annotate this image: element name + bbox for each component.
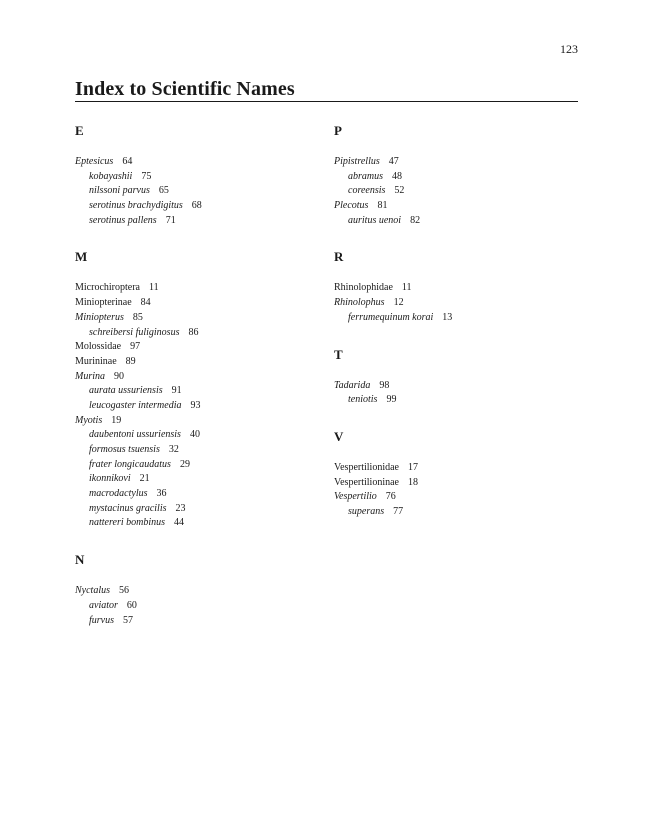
index-subentry <box>75 184 325 199</box>
index-entry <box>334 490 584 505</box>
entry-page: 91 <box>171 385 182 397</box>
index-subentry <box>75 326 325 341</box>
index-entry <box>334 296 584 311</box>
entry-page: 13 <box>442 311 453 323</box>
entry-name: Eptesicus <box>75 156 114 167</box>
index-section-p <box>334 124 584 228</box>
section-letter: N <box>75 552 85 568</box>
index-subentry <box>75 614 325 629</box>
index-subentry <box>75 472 325 487</box>
index-column-left <box>75 124 325 650</box>
entry-page: 47 <box>388 156 399 167</box>
index-subentry <box>334 505 584 520</box>
entry-page: 48 <box>392 170 403 182</box>
index-subentry <box>75 199 325 214</box>
entry-page: 32 <box>168 444 179 455</box>
entry-page: 90 <box>114 370 124 382</box>
entry-page: 77 <box>393 505 404 517</box>
index-entry <box>75 281 325 296</box>
entry-page: 60 <box>126 599 137 611</box>
entry-name: Microchiroptera <box>75 282 140 294</box>
index-subentry <box>75 516 325 531</box>
index-entry <box>75 414 325 429</box>
entry-page: 64 <box>122 156 133 167</box>
entry-name: serotinus brachydigitus <box>89 200 183 212</box>
index-entry <box>75 355 325 370</box>
entry-name: leucogaster intermedia <box>89 399 182 411</box>
entry-page: 29 <box>179 458 190 470</box>
index-subentry <box>75 214 325 229</box>
index-entry <box>334 199 584 214</box>
entry-page: 93 <box>190 399 201 411</box>
entry-page: 75 <box>141 170 152 182</box>
index-subentry <box>75 502 325 517</box>
index-entry <box>334 155 584 170</box>
entry-page: 98 <box>379 379 390 391</box>
entry-page: 19 <box>111 414 122 426</box>
entry-name: Molossidae <box>75 341 122 353</box>
index-section-m <box>75 250 325 531</box>
section-letter: E <box>75 123 84 138</box>
index-subentry <box>75 399 325 414</box>
entry-name: Murininae <box>75 355 117 367</box>
index-subentry <box>75 170 325 185</box>
entry-page: 71 <box>165 214 176 226</box>
index-subentry <box>334 170 584 185</box>
index-entry <box>75 311 325 326</box>
index-entry <box>334 461 584 476</box>
entry-name: formosus tsuensis <box>89 444 160 455</box>
entry-name: Myotis <box>75 414 103 426</box>
entry-name: abramus <box>348 170 384 182</box>
entry-page: 89 <box>125 355 136 367</box>
index-subentry <box>75 443 325 458</box>
entry-name: serotinus pallens <box>89 214 157 226</box>
entry-page: 68 <box>191 200 202 212</box>
index-entry <box>334 476 584 491</box>
entry-page: 81 <box>377 200 388 212</box>
entry-name: teniotis <box>348 394 378 406</box>
entry-name: aviator <box>89 599 118 611</box>
entry-name: kobayashii <box>89 170 133 182</box>
entry-name: Nyctalus <box>75 585 110 597</box>
entry-page: 12 <box>393 297 404 309</box>
index-entry <box>75 370 325 385</box>
index-subentry <box>75 458 325 473</box>
index-column-right <box>334 124 584 542</box>
entry-page: 99 <box>386 394 397 406</box>
entry-page: 17 <box>407 461 418 473</box>
entry-page: 11 <box>148 282 159 294</box>
section-letter: P <box>334 123 342 138</box>
entry-page: 85 <box>132 311 143 323</box>
entry-name: Miniopterinae <box>75 297 132 309</box>
index-subentry <box>334 311 584 326</box>
entry-name: mystacinus gracilis <box>89 502 167 514</box>
index-entry <box>75 340 325 355</box>
entry-name: Vespertilionidae <box>334 461 399 473</box>
title-rule <box>75 101 578 102</box>
index-entry <box>75 296 325 311</box>
index-section-n <box>75 553 325 628</box>
page-title: Index to Scientific Names <box>75 78 295 100</box>
index-entry <box>334 281 584 296</box>
entry-name: coreensis <box>348 185 386 197</box>
index-entry <box>75 584 325 599</box>
entry-name: ikonnikovi <box>89 473 131 485</box>
section-letter: M <box>75 249 88 265</box>
index-subentry <box>75 384 325 399</box>
entry-page: 21 <box>139 473 150 485</box>
entry-page: 40 <box>189 429 200 441</box>
entry-name: Plecotus <box>334 200 369 212</box>
entry-name: nilssoni parvus <box>89 185 150 197</box>
entry-page: 82 <box>410 214 421 226</box>
entry-name: schreibersi fuliginosus <box>89 326 180 338</box>
section-letter: R <box>334 249 344 265</box>
entry-name: superans <box>348 505 385 517</box>
index-subentry <box>334 214 584 229</box>
entry-name: Vespertilio <box>334 491 377 503</box>
entry-name: Vespertilioninae <box>334 476 399 488</box>
index-subentry <box>334 393 584 408</box>
index-section-t <box>334 348 584 408</box>
entry-page: 57 <box>123 614 133 626</box>
index-entry <box>75 155 325 170</box>
entry-page: 44 <box>174 517 185 529</box>
entry-page: 11 <box>401 282 412 294</box>
entry-page: 52 <box>394 185 405 197</box>
index-section-r <box>334 250 584 325</box>
index-subentry <box>334 184 584 199</box>
entry-page: 86 <box>188 326 199 338</box>
entry-page: 18 <box>407 476 418 488</box>
entry-name: macrodactylus <box>89 488 148 500</box>
entry-page: 56 <box>119 585 129 597</box>
entry-page: 23 <box>175 502 186 514</box>
entry-name: ferrumequinum korai <box>348 311 434 323</box>
entry-name: Rhinolophus <box>334 297 385 309</box>
entry-page: 97 <box>130 341 141 353</box>
entry-name: Pipistrellus <box>334 156 380 167</box>
index-entry <box>334 379 584 394</box>
index-subentry <box>75 487 325 502</box>
entry-page: 65 <box>158 185 169 197</box>
index-section-e <box>75 124 325 228</box>
entry-page: 84 <box>140 297 151 309</box>
page-number: 123 <box>560 42 578 56</box>
entry-name: Rhinolophidae <box>334 282 393 294</box>
entry-page: 76 <box>385 491 396 503</box>
section-letter: V <box>334 428 344 444</box>
entry-name: nattereri bombinus <box>89 517 166 529</box>
entry-name: furvus <box>89 614 114 626</box>
index-subentry <box>75 599 325 614</box>
entry-name: Tadarida <box>334 379 371 391</box>
index-section-v <box>334 430 584 520</box>
entry-name: Miniopterus <box>75 311 124 323</box>
section-letter: T <box>334 346 343 362</box>
entry-page: 36 <box>156 488 167 500</box>
entry-name: daubentoni ussuriensis <box>89 429 181 441</box>
entry-name: auritus uenoi <box>348 214 402 226</box>
entry-name: Murina <box>75 370 105 382</box>
entry-name: frater longicaudatus <box>89 458 171 470</box>
index-subentry <box>75 428 325 443</box>
entry-name: aurata ussuriensis <box>89 385 163 397</box>
